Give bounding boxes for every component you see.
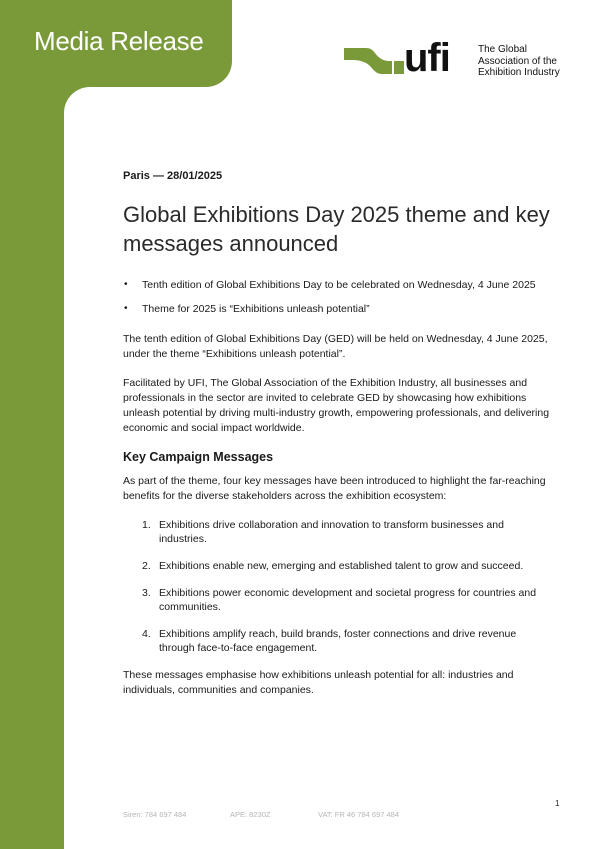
key-messages-list <box>123 518 563 655</box>
paragraph-closing: These messages emphasise how exhibitions unleash potential for all: industries and individuals, communities and companies. <box>123 669 514 696</box>
bullet-item: • Theme for 2025 is “Exhibitions unleash potential” <box>123 302 563 316</box>
section-heading: Key Campaign Messages <box>123 450 274 464</box>
ufi-logo-tagline <box>478 44 578 79</box>
list-number: 2. <box>142 560 151 572</box>
dateline: Paris — 28/01/2025 <box>123 170 223 182</box>
highlight-bullets <box>123 278 563 316</box>
list-number: 1. <box>142 519 151 531</box>
list-item <box>142 586 552 614</box>
list-text: Exhibitions power economic development and societal progress for countries and communities. <box>159 587 537 613</box>
paragraph-facilitated: Facilitated by UFI, The Global Association of the Exhibition Industry, all businesses and professionals in the sector are invited to celebrate GED by showcasing how exhibitions unleash potential by driving multi-industry growth, empowering professionals, and delivering economic and social impact worldwide. <box>123 377 550 434</box>
tagline-line: Exhibition Industry <box>478 67 560 78</box>
list-number: 3. <box>142 587 151 599</box>
ufi-logo <box>344 36 569 82</box>
footer-ape: APE: 8230Z <box>230 810 271 819</box>
tagline-line: The Global <box>478 44 527 55</box>
footer-siren: Siren: 784 697 484 <box>123 810 187 819</box>
list-item <box>142 518 552 546</box>
ufi-logo-word: ufi <box>404 36 450 80</box>
page-number: 1 <box>555 799 560 808</box>
list-item <box>142 627 552 655</box>
paragraph-intro: The tenth edition of Global Exhibitions Day (GED) will be held on Wednesday, 4 June 2025, under the theme “Exhibitions unleash potential”. <box>123 333 548 360</box>
list-text: Exhibitions amplify reach, build brands, foster connections and drive revenue through face-to-face engagement. <box>159 628 517 654</box>
ufi-logo-mark-icon <box>344 46 406 76</box>
header-corner <box>206 61 232 87</box>
section-intro: As part of the theme, four key messages have been introduced to highlight the far-reaching benefits for the diverse stakeholders across the exhibition ecosystem: <box>123 475 546 502</box>
footer <box>123 810 399 819</box>
list-number: 4. <box>142 628 151 640</box>
footer-vat: VAT: FR 46 784 697 484 <box>318 810 400 819</box>
list-text: Exhibitions enable new, emerging and established talent to grow and succeed. <box>159 560 524 572</box>
headline: Global Exhibitions Day 2025 theme and key messages announced <box>123 202 550 256</box>
bullet-item: • Tenth edition of Global Exhibitions Day to be celebrated on Wednesday, 4 June 2025 <box>123 278 563 292</box>
article-body <box>123 170 563 698</box>
list-item <box>142 559 552 573</box>
media-release-label: Media Release <box>34 26 204 56</box>
tagline-line: Association of the <box>478 55 557 67</box>
list-text: Exhibitions drive collaboration and innovation to transform businesses and industries. <box>159 519 504 545</box>
